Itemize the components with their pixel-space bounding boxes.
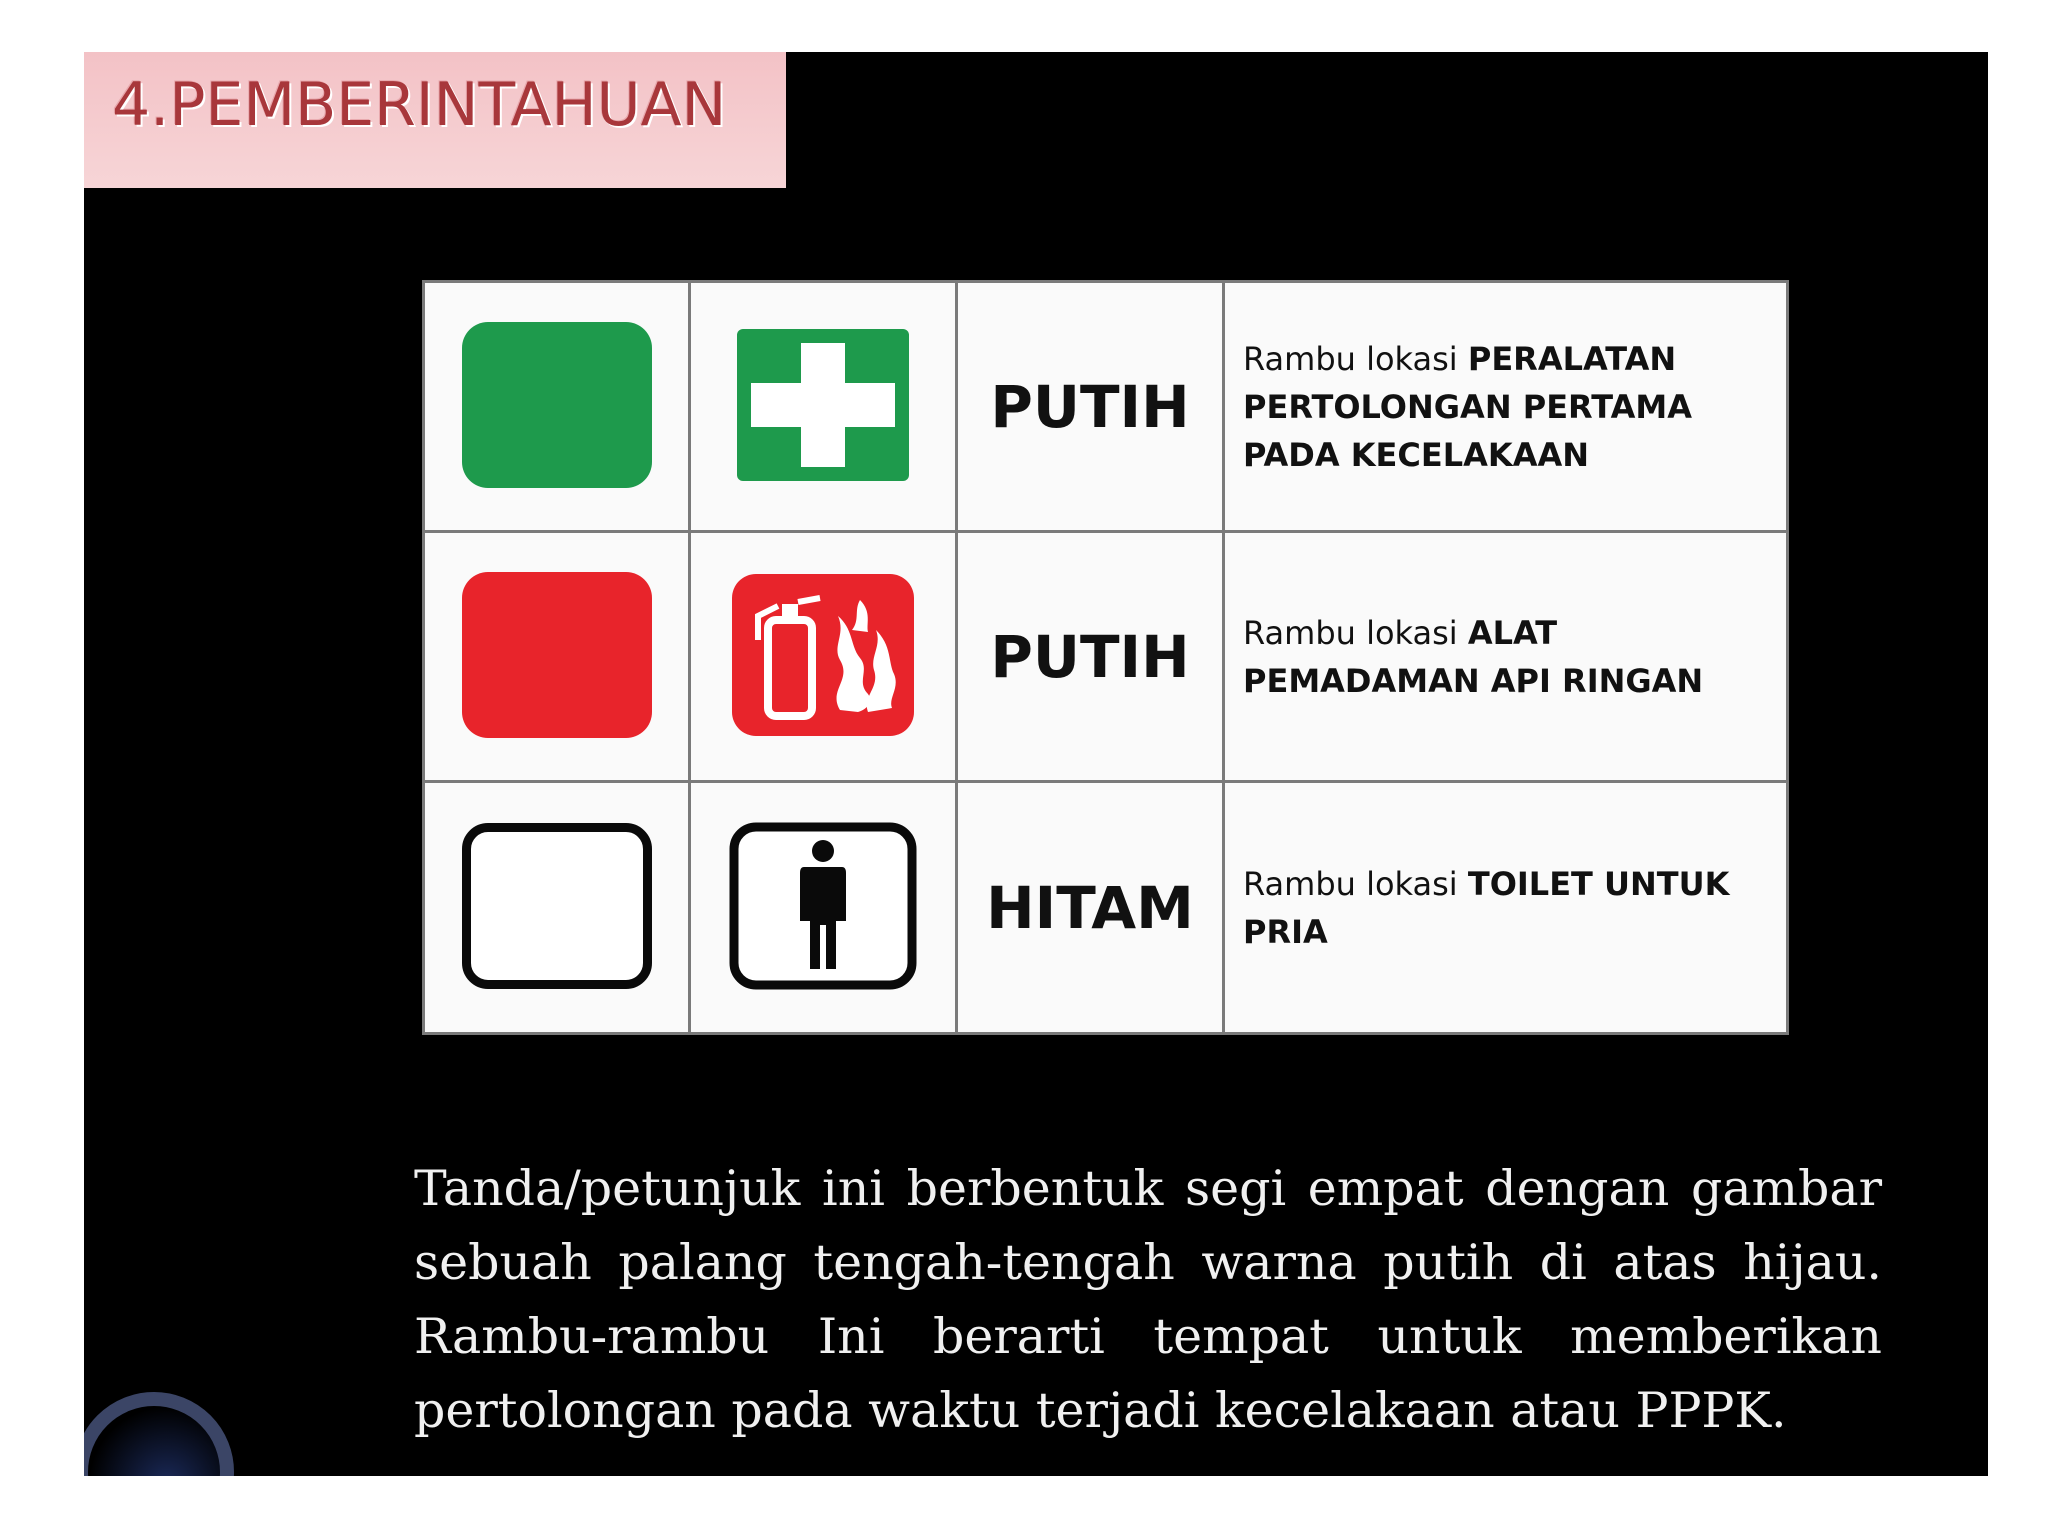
- text-color-label: PUTIH: [990, 622, 1190, 691]
- first-aid-cross-icon: [733, 325, 913, 485]
- table-row: [424, 532, 1788, 782]
- table-row: [424, 782, 1788, 1034]
- color-cell: [424, 782, 690, 1034]
- description-bold: TOILET UNTUK PRIA: [1243, 864, 1730, 951]
- slide-title: 4.PEMBERINTAHUAN: [112, 70, 727, 140]
- description-cell: [1224, 532, 1788, 782]
- text-color-label: HITAM: [986, 873, 1194, 942]
- text-color-cell: [957, 782, 1224, 1034]
- corner-decoration: [84, 1392, 234, 1476]
- symbol-cell: [690, 782, 957, 1034]
- description-prefix: Rambu lokasi: [1243, 339, 1458, 378]
- symbol-cell: [690, 282, 957, 532]
- red-swatch: [462, 572, 652, 738]
- text-color-cell: [957, 282, 1224, 532]
- symbol-cell: [690, 532, 957, 782]
- description-prefix: Rambu lokasi: [1243, 613, 1458, 652]
- fire-extinguisher-icon: [728, 570, 918, 740]
- text-color-label: PUTIH: [990, 372, 1190, 441]
- white-swatch: [462, 823, 652, 989]
- description-prefix: Rambu lokasi: [1243, 864, 1458, 903]
- green-swatch: [462, 322, 652, 488]
- description-bold: PERALATAN PERTOLONGAN PERTAMA PADA KECELAKAAN: [1243, 339, 1692, 474]
- text-color-cell: [957, 532, 1224, 782]
- safety-sign-table: [422, 280, 1789, 1035]
- table-row: [424, 282, 1788, 532]
- description-bold: ALAT PEMADAMAN API RINGAN: [1243, 613, 1704, 700]
- description-cell: [1224, 282, 1788, 532]
- color-cell: [424, 532, 690, 782]
- slide: [84, 52, 1988, 1476]
- title-box: [84, 52, 786, 188]
- description-cell: [1224, 782, 1788, 1034]
- color-cell: [424, 282, 690, 532]
- male-toilet-icon: [728, 821, 918, 991]
- caption-paragraph: Tanda/petunjuk ini berbentuk segi empat dengan gambar sebuah palang tengah-tengah warna putih di atas hijau. Rambu-rambu Ini berarti tempat untuk memberikan pertolongan pada waktu terjadi kecelakaan atau PPPK.: [414, 1160, 1882, 1439]
